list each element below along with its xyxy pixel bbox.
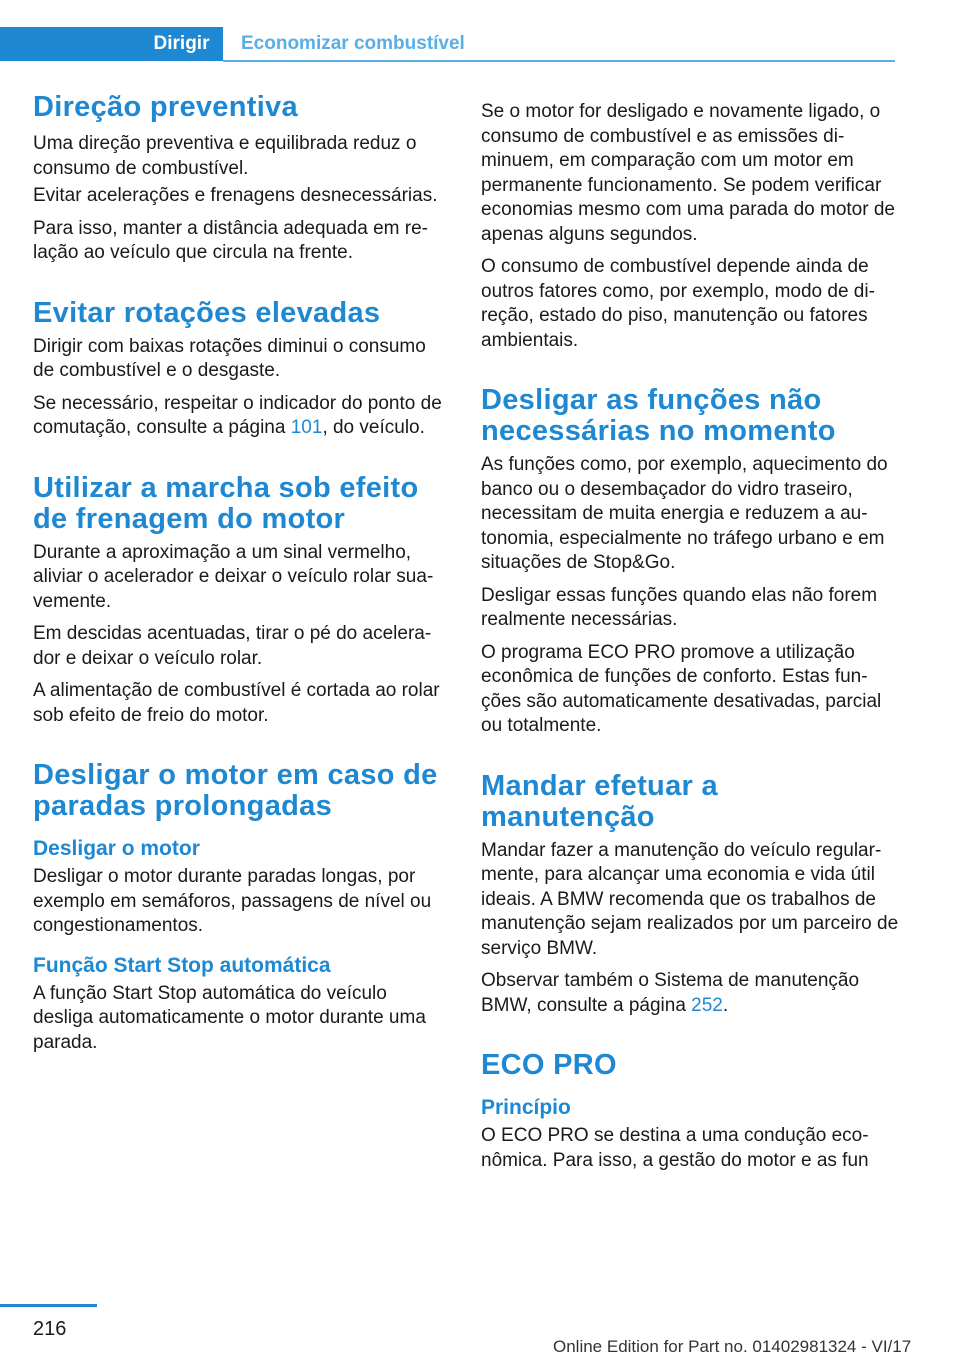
heading-desligar-motor-paradas: Desligar o motor em caso de paradas prolongadas [33,759,438,822]
paragraph-with-link [33,392,451,441]
page-link-101[interactable]: 101 [290,417,323,438]
page-link-252[interactable]: 252 [691,994,723,1016]
paragraph: Em descidas acentuadas, tirar o pé do acelerador e deixar o veículo rolar. [33,623,432,669]
paragraph: Durante a aproximação a um sinal vermelho, aliviar o acelerador e deixar o veículo rolar suavemente. [33,541,434,612]
heading-direcao-preventiva: Direção preventiva [33,91,298,123]
header-accent-bar [0,27,140,61]
paragraph: A função Start Stop automática do veículo desliga automaticamente o motor durante uma parada. [33,982,426,1053]
paragraph: As funções como, por exemplo, aquecimento do banco ou o desembaçador do vidro traseiro, necessitam de muita energia e reduzem a autonomia, especialmente no tráfego urbano e em situações de Stop&Go. [481,454,888,573]
tab-economizar-combustivel[interactable]: Economizar combustível [241,33,465,54]
text: Observar também o Sistema de manutenção BMW, consulte a página [481,970,860,1016]
page-header [0,0,960,64]
paragraph: Para isso, manter a distância adequada em relação ao veículo que circula na frente. [33,217,428,263]
right-column [481,92,899,1181]
heading-marcha-frenagem: Utilizar a marcha sob efeito de frenagem do motor [33,471,419,535]
left-column [33,92,451,1063]
paragraph: Evitar acelerações e frenagens desnecessárias. [33,185,438,206]
paragraph: Se o motor for desligado e novamente ligado, o consumo de combustível e as emissões diminuem, em comparação com um motor em permanente funcionamento. Se podem verificar economias mesmo com uma parada do motor de apenas alguns segundos. [481,101,895,245]
header-rule [223,60,895,62]
page-number: 216 [33,1318,67,1340]
subheading-principio: Princípio [481,1096,571,1119]
edition-note: Online Edition for Part no. 01402981324 - VI/17 [553,1337,912,1356]
heading-desligar-funcoes: Desligar as funções não necessárias no momento [481,384,836,447]
subheading-start-stop: Função Start Stop automática [33,953,331,977]
heading-evitar-rotacoes: Evitar rotações elevadas [33,296,381,329]
heading-manutencao: Mandar efetuar a manutenção [481,769,718,833]
paragraph: O consumo de combustível depende ainda de outros fatores como, por exemplo, modo de direção, estado do piso, manutenção ou fatores ambientais. [481,256,875,351]
heading-eco-pro: ECO PRO [481,1049,617,1081]
paragraph: O ECO PRO se destina a uma condução econômica. Para isso, a gestão do motor e as fun [481,1125,869,1171]
paragraph: Desligar essas funções quando elas não forem realmente necessárias. [481,584,878,630]
text: . [722,994,729,1016]
paragraph: A alimentação de combustível é cortada ao rolar sob efeito de freio do motor. [33,680,440,726]
paragraph: O programa ECO PRO promove a utilização econômica de funções de conforto. Estas funções são automaticamente desativadas, parcial ou totalmente. [481,641,882,736]
paragraph: Dirigir com baixas rotações diminui o consumo de combustível e o desgaste. [33,335,426,381]
text: , do veículo. [322,417,425,438]
paragraph: Mandar fazer a manutenção do veículo regularmente, para alcançar uma economia e vida útil ideais. A BMW recomenda que os trabalhos de manutenção sejam realizados por um parceiro de serviço BMW. [481,839,899,959]
paragraph: Uma direção preventiva e equilibrada reduz o consumo de combustível. [33,133,417,179]
subheading-desligar-motor: Desligar o motor [33,837,200,860]
footer-rule [0,1304,97,1307]
paragraph-with-link [481,969,899,1018]
paragraph: Desligar o motor durante paradas longas, por exemplo em semáforos, passagens de nível ou congestionamentos. [33,866,432,936]
text: Se necessário, respeitar o indicador do ponto de comutação, consulte a página [33,392,442,438]
tab-dirigir[interactable]: Dirigir [140,27,223,61]
